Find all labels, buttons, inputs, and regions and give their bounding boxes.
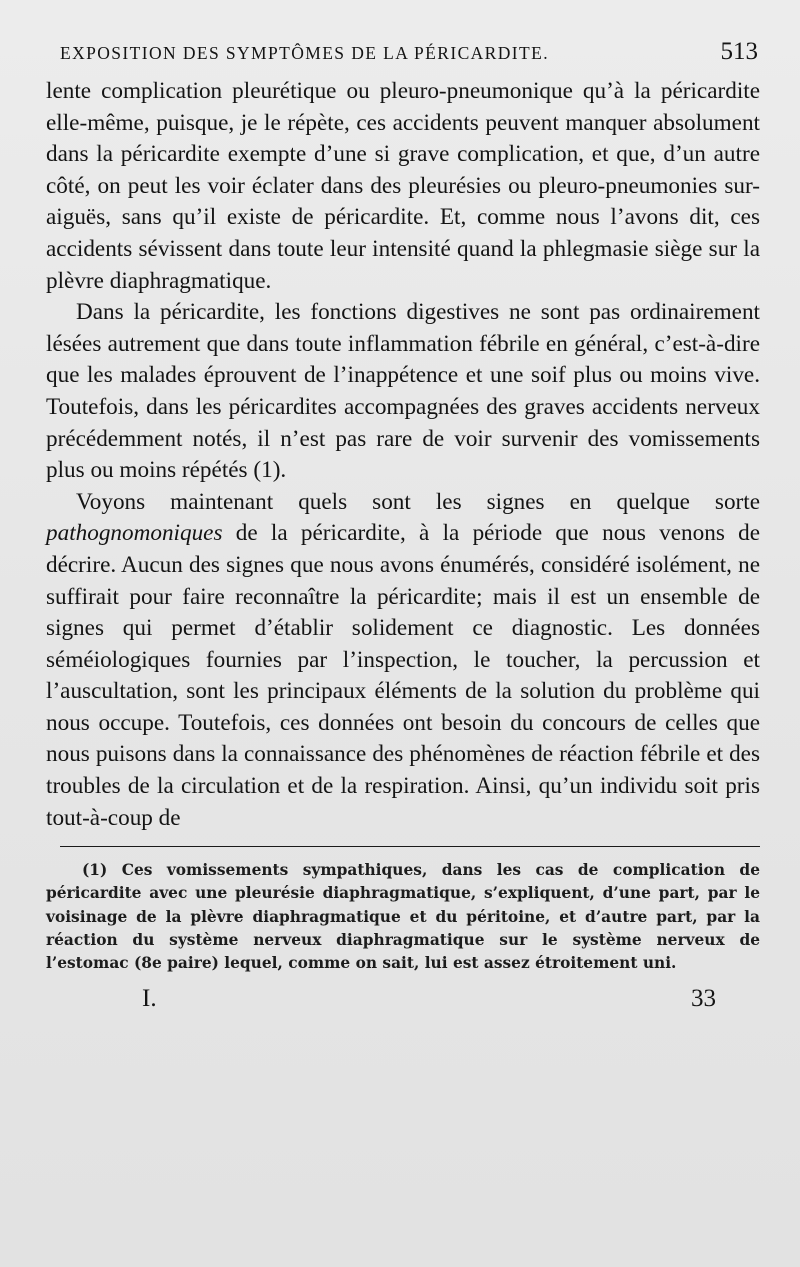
sheet-number: 33	[691, 985, 716, 1013]
paragraph: Dans la péricardite, les fonctions digestives ne sont pas ordinairement lésées autrement que dans toute inflammation fébrile en général, c’est-à-dire que les malades éprouvent de l’inappétence et une soif plus ou moins vive. Toutefois, dans les péricardites accompagnées des graves accidents nerveux précédemment notés, il n’est pas rare de voir survenir des vomissements plus ou moins répétés (1).	[46, 299, 760, 484]
footnote-text: (1) Ces vomissements sympathiques, dans les cas de complication de péricardite avec une pleurésie diaphragmatique, s’expliquent, d’une part, par le voisinage de la plèvre diaphragmatique et du péritoine, et d’autre part, par la réaction du système nerveux diaphragmatique sur le système nerveux de l’estomac (8e paire) lequel, comme on sait, lui est assez étroitement uni.	[46, 861, 760, 973]
paragraph	[46, 487, 760, 835]
footnote-divider	[60, 846, 760, 847]
printer-signature	[142, 985, 716, 1013]
running-title: EXPOSITION DES SYMPTÔMES DE LA PÉRICARDITE.	[60, 43, 549, 63]
paragraph: lente complication pleurétique ou pleuro-pneumonique qu’à la péricardite elle-même, puisque, je le répète, ces accidents peuvent manquer absolument dans la péricardite exempte d’une si grave complication, et que, d’un autre côté, on peut les voir éclater dans des pleurésies ou pleuro-pneumonies sur-aiguës, sans qu’il existe de péricardite. Et, comme nous l’avons dit, ces accidents sévissent dans toute leur intensité quand la phlegmasie siège sur la plèvre diaphragmatique.	[46, 78, 760, 294]
page-number: 513	[720, 38, 758, 65]
paragraph-text: de la péricardite, à la période que nous venons de décrire. Aucun des signes que nous avons énumérés, considéré isolément, ne suffirait pour faire reconnaître la péricardite; mais il est un ensemble de signes qui permet d’établir solidement ce diagnostic. Les données séméiologiques fournies par l’inspection, le toucher, la percussion et l’auscultation, sont les principaux éléments de la solution du problème qui nous occupe. Toutefois, ces données ont besoin du concours de celles que nous puisons dans la connaissance des phénomènes de réaction fébrile et des troubles de la circulation et de la respiration. Ainsi, qu’un individu soit pris tout-à-coup de	[46, 520, 760, 831]
page-header	[60, 38, 760, 66]
volume-mark: I.	[142, 985, 157, 1013]
body-text	[46, 76, 760, 834]
paragraph-text: Voyons maintenant quels sont les signes en quelque sorte	[76, 488, 760, 515]
italic-term: pathognomoniques	[46, 520, 223, 547]
footnote	[46, 859, 760, 975]
